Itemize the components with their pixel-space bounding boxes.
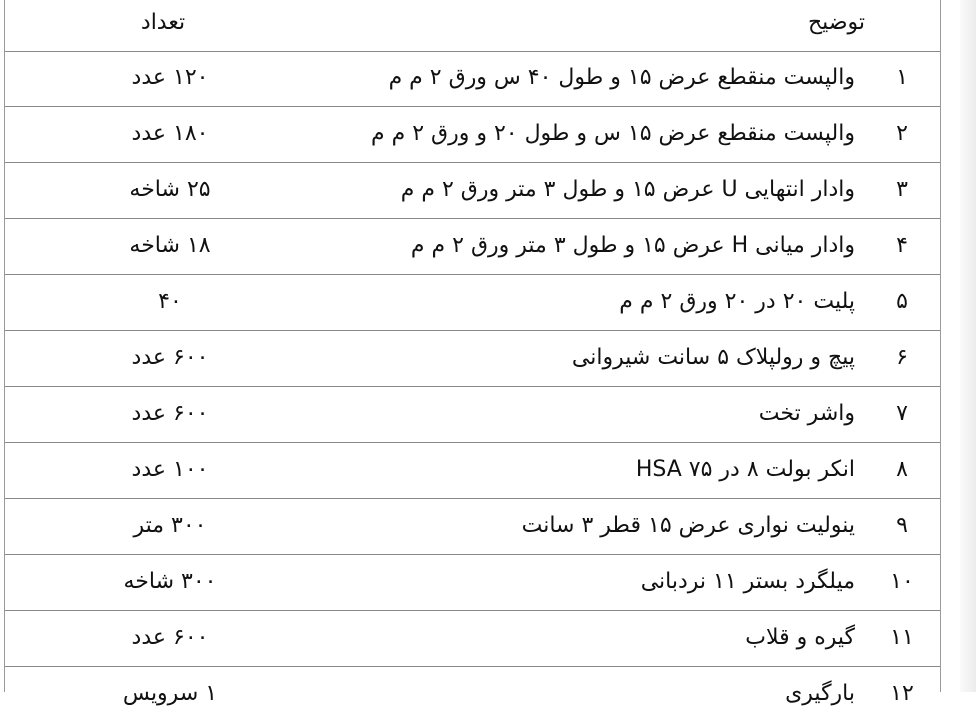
row-quantity: ۳۰۰ متر xyxy=(133,513,207,538)
row-number: ۸ xyxy=(896,457,908,482)
row-number: ۲ xyxy=(896,121,908,146)
row-description: بارگیری xyxy=(785,681,855,706)
row-number: ۶ xyxy=(896,345,908,370)
table-row xyxy=(5,499,940,555)
row-number: ۹ xyxy=(896,513,908,538)
row-description: وادار انتهایی U عرض ۱۵ و طول ۳ متر ورق ۲ م م xyxy=(400,177,855,202)
row-quantity: ۱۸ شاخه xyxy=(129,233,211,258)
header-quantity: تعداد xyxy=(140,10,186,35)
row-description: گیره و قلاب xyxy=(745,625,855,650)
row-quantity: ۶۰۰ عدد xyxy=(131,345,209,370)
header-description: توضیح xyxy=(807,10,865,35)
row-number: ۴ xyxy=(896,233,908,258)
row-description: والپست منقطع عرض ۱۵ س و طول ۲۰ و ورق ۲ م م xyxy=(370,121,855,146)
table-row xyxy=(5,219,940,275)
table-row xyxy=(5,443,940,499)
page-right-margin xyxy=(960,0,976,692)
table-row xyxy=(5,107,940,163)
row-description: میلگرد بستر ۱۱ نردبانی xyxy=(640,569,855,594)
row-description: وادار میانی H عرض ۱۵ و طول ۳ متر ورق ۲ م م xyxy=(410,233,855,258)
table-row xyxy=(5,611,940,667)
row-number: ۳ xyxy=(896,177,908,202)
row-description: ینولیت نواری عرض ۱۵ قطر ۳ سانت xyxy=(521,513,855,538)
row-description: واشر تخت xyxy=(758,401,855,426)
row-description: پلیت ۲۰ در ۲۰ ورق ۲ م م xyxy=(619,289,855,314)
table-row xyxy=(5,387,940,443)
row-number: ۵ xyxy=(896,289,908,314)
table-row xyxy=(5,667,940,723)
row-description: والپست منقطع عرض ۱۵ و طول ۴۰ س ورق ۲ م م xyxy=(388,65,855,90)
row-number: ۱۱ xyxy=(890,625,914,650)
row-description: انکر بولت ۸ در HSA ۷۵ xyxy=(635,457,855,482)
items-table xyxy=(5,51,940,723)
table-row xyxy=(5,51,940,107)
row-quantity: ۱۲۰ عدد xyxy=(131,65,209,90)
row-quantity: ۶۰۰ عدد xyxy=(131,625,209,650)
row-quantity: ۴۰ xyxy=(158,289,182,314)
table-header xyxy=(5,0,940,52)
table-row xyxy=(5,555,940,611)
page-right-border xyxy=(940,0,941,692)
row-number: ۱۰ xyxy=(890,569,914,594)
table-row xyxy=(5,275,940,331)
row-number: ۱۲ xyxy=(890,681,914,706)
row-quantity: ۳۰۰ شاخه xyxy=(123,569,217,594)
row-number: ۷ xyxy=(896,401,908,426)
row-quantity: ۱۸۰ عدد xyxy=(131,121,209,146)
table-row xyxy=(5,163,940,219)
row-quantity: ۱ سرویس xyxy=(122,681,218,706)
row-quantity: ۱۰۰ عدد xyxy=(131,457,209,482)
row-quantity: ۲۵ شاخه xyxy=(129,177,211,202)
table-row xyxy=(5,331,940,387)
row-quantity: ۶۰۰ عدد xyxy=(131,401,209,426)
row-description: پیچ و رولپلاک ۵ سانت شیروانی xyxy=(571,345,855,370)
row-number: ۱ xyxy=(896,65,908,90)
